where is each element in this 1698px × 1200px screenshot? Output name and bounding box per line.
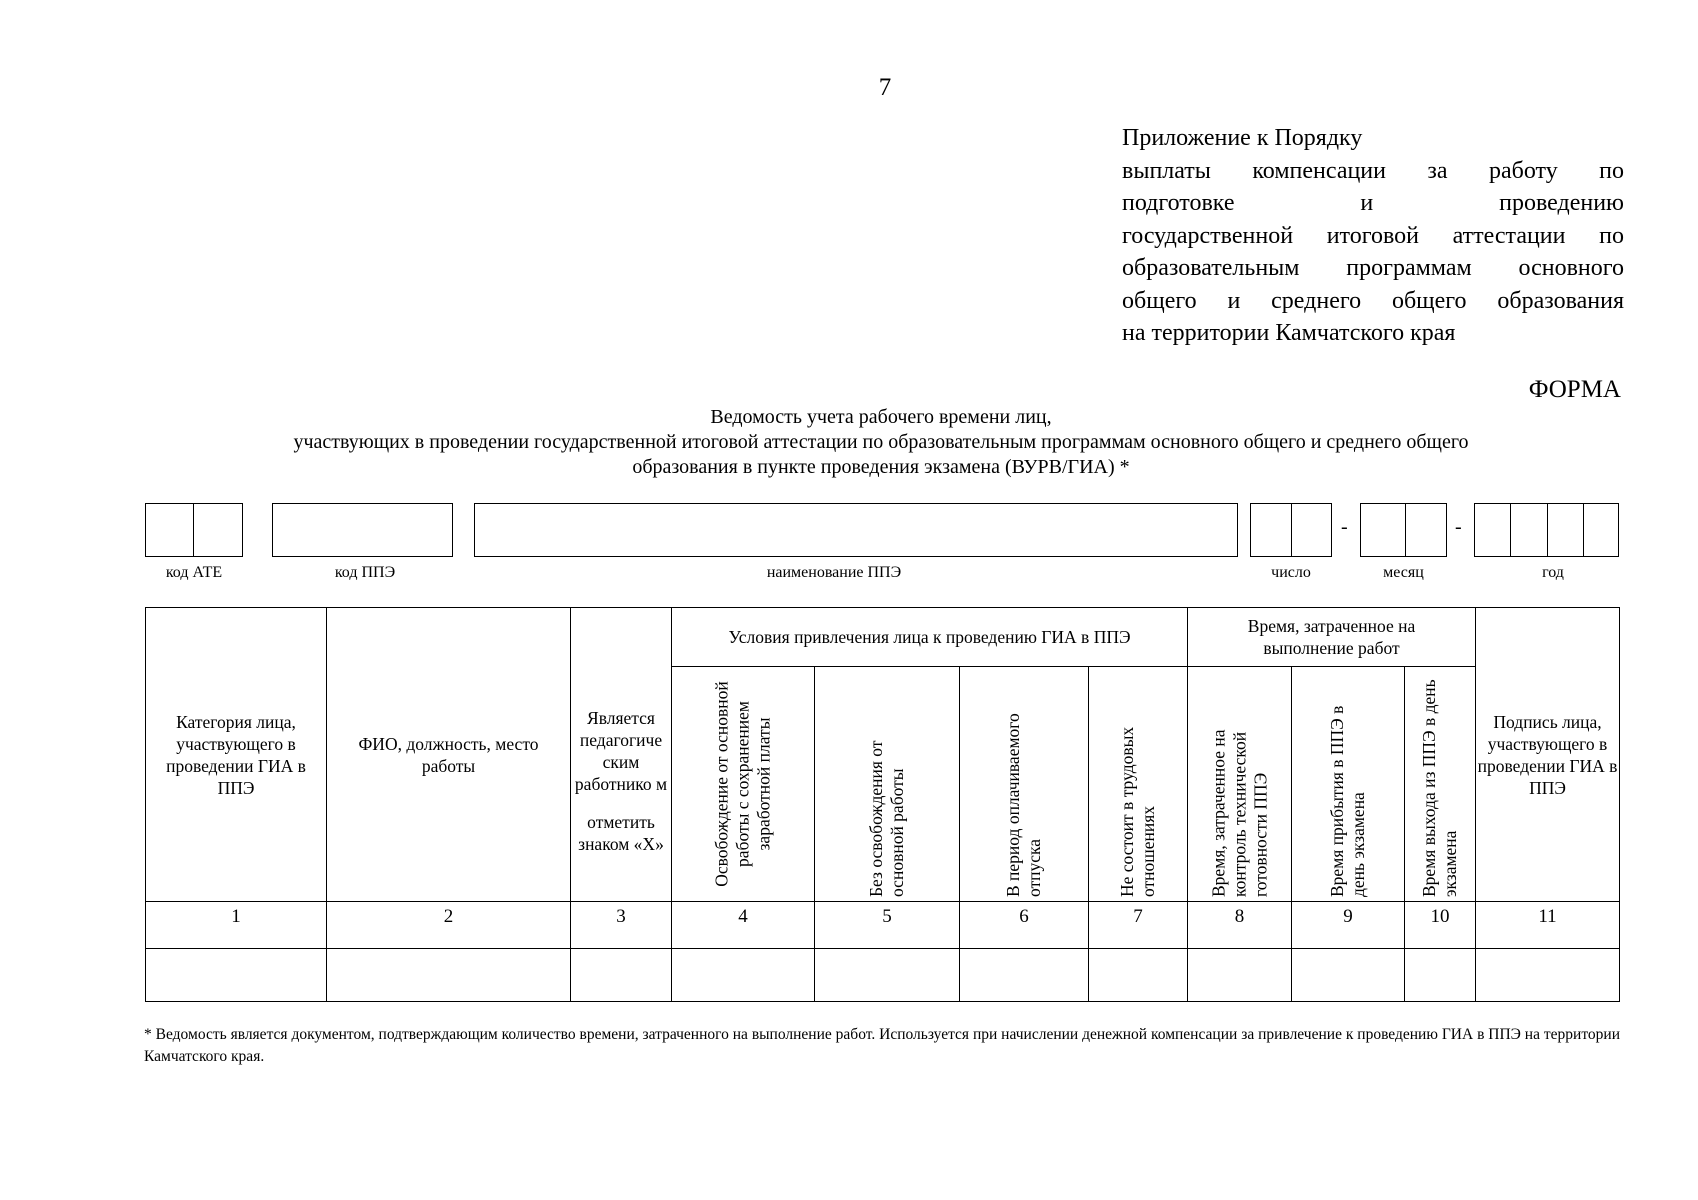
header-category: Категория лица, участвующего в проведении ГИА в ППЭ: [146, 608, 327, 902]
table-cell[interactable]: [1405, 949, 1476, 1002]
header-col-4: [672, 667, 815, 902]
title-line-3: образования в пункте проведения экзамена (ВУРВ/ГИА) *: [632, 456, 1130, 478]
ate-code-caption: код АТЕ: [165, 564, 223, 581]
col-number: 1: [146, 902, 327, 949]
title-line-2: участвующих в проведении государственной итоговой аттестации по образовательным программам основного общего и среднего общего: [293, 431, 1469, 453]
ate-code-box[interactable]: [145, 503, 243, 557]
ppe-name-caption: наименование ППЭ: [766, 564, 902, 581]
document-title: [140, 405, 1622, 480]
col7-text: Не состоит в трудовых отношениях: [1117, 726, 1159, 897]
col-number: 9: [1292, 902, 1405, 949]
header-col-5: [815, 667, 960, 902]
footnote: * Ведомость является документом, подтверждающим количество времени, затраченного на выполнение работ. Используется при начислении денежной компенсации за привлечение к проведению ГИА в ППЭ на территории Камчатского края.: [144, 1026, 1620, 1065]
appendix-line: на территории Камчатского края: [1122, 320, 1456, 346]
col8-text: Время, затраченное на контроль технической готовности ППЭ: [1208, 729, 1271, 897]
col-number: 6: [960, 902, 1089, 949]
date-separator: -: [1455, 516, 1462, 538]
col4-text: Освобождение от основной работы с сохранением заработной платы: [711, 681, 774, 887]
title-line-1: Ведомость учета рабочего времени лиц,: [710, 406, 1052, 428]
col9-text: Время прибытия в ППЭ в день экзамена: [1327, 705, 1369, 897]
appendix-line: выплаты компенсации за работу по: [1122, 157, 1624, 184]
ppe-code-box[interactable]: [272, 503, 453, 557]
year-caption: год: [1542, 564, 1564, 581]
table-row: [146, 949, 1620, 1002]
month-box[interactable]: [1360, 503, 1447, 557]
page-number: 7: [878, 74, 892, 101]
appendix-line: общего и среднего общего образования: [1122, 287, 1624, 314]
month-caption: месяц: [1383, 564, 1424, 581]
header-conditions-group: Условия привлечения лица к проведению ГИА в ППЭ: [672, 608, 1188, 667]
header-col-9: [1292, 667, 1405, 902]
col5-text: Без освобождения от основной работы: [866, 740, 907, 897]
day-caption: число: [1271, 564, 1311, 581]
col-number: 7: [1089, 902, 1188, 949]
ppe-code-caption: код ППЭ: [334, 564, 396, 581]
is-teacher-label: Является педагогиче ским работнико м: [574, 707, 668, 794]
header-col-6: [960, 667, 1089, 902]
appendix-note: [1122, 122, 1624, 350]
col6-text: В период оплачиваемого отпуска: [1003, 713, 1044, 897]
table-cell[interactable]: [960, 949, 1089, 1002]
table-cell[interactable]: [1089, 949, 1188, 1002]
timesheet-table: [145, 607, 1620, 1002]
table-cell[interactable]: [1292, 949, 1405, 1002]
table-cell[interactable]: [815, 949, 960, 1002]
date-separator: -: [1341, 516, 1348, 538]
appendix-line: образовательным программам основного: [1122, 255, 1624, 281]
table-cell[interactable]: [1476, 949, 1620, 1002]
col-number: 5: [815, 902, 960, 949]
col-number: 8: [1188, 902, 1292, 949]
header-fio: ФИО, должность, место работы: [327, 608, 571, 902]
col-number: 3: [571, 902, 672, 949]
col-number: 2: [327, 902, 571, 949]
year-box[interactable]: [1474, 503, 1619, 557]
table-cell[interactable]: [571, 949, 672, 1002]
header-is-teacher: [571, 608, 672, 902]
appendix-line: Приложение к Порядку: [1122, 125, 1363, 151]
appendix-line: государственной итоговой аттестации по: [1122, 222, 1624, 249]
col-number: 4: [672, 902, 815, 949]
col-number: 11: [1476, 902, 1620, 949]
table-cell[interactable]: [1188, 949, 1292, 1002]
header-col-8: [1188, 667, 1292, 902]
table-cell[interactable]: [327, 949, 571, 1002]
appendix-line: подготовке и проведению: [1122, 190, 1624, 216]
header-signature: Подпись лица, участвующего в проведении ГИА в ППЭ: [1476, 608, 1620, 902]
form-label: ФОРМА: [1528, 376, 1621, 403]
table-cell[interactable]: [672, 949, 815, 1002]
ppe-name-box[interactable]: [474, 503, 1238, 557]
header-col-7: [1089, 667, 1188, 902]
header-time-group: Время, затраченное на выполнение работ: [1188, 608, 1476, 667]
day-box[interactable]: [1250, 503, 1332, 557]
table-cell[interactable]: [146, 949, 327, 1002]
col10-text: Время выхода из ППЭ в день экзамена: [1419, 679, 1461, 897]
header-col-10: [1405, 667, 1476, 902]
mark-x-label: отметить знаком «Х»: [578, 811, 664, 854]
col-number: 10: [1405, 902, 1476, 949]
